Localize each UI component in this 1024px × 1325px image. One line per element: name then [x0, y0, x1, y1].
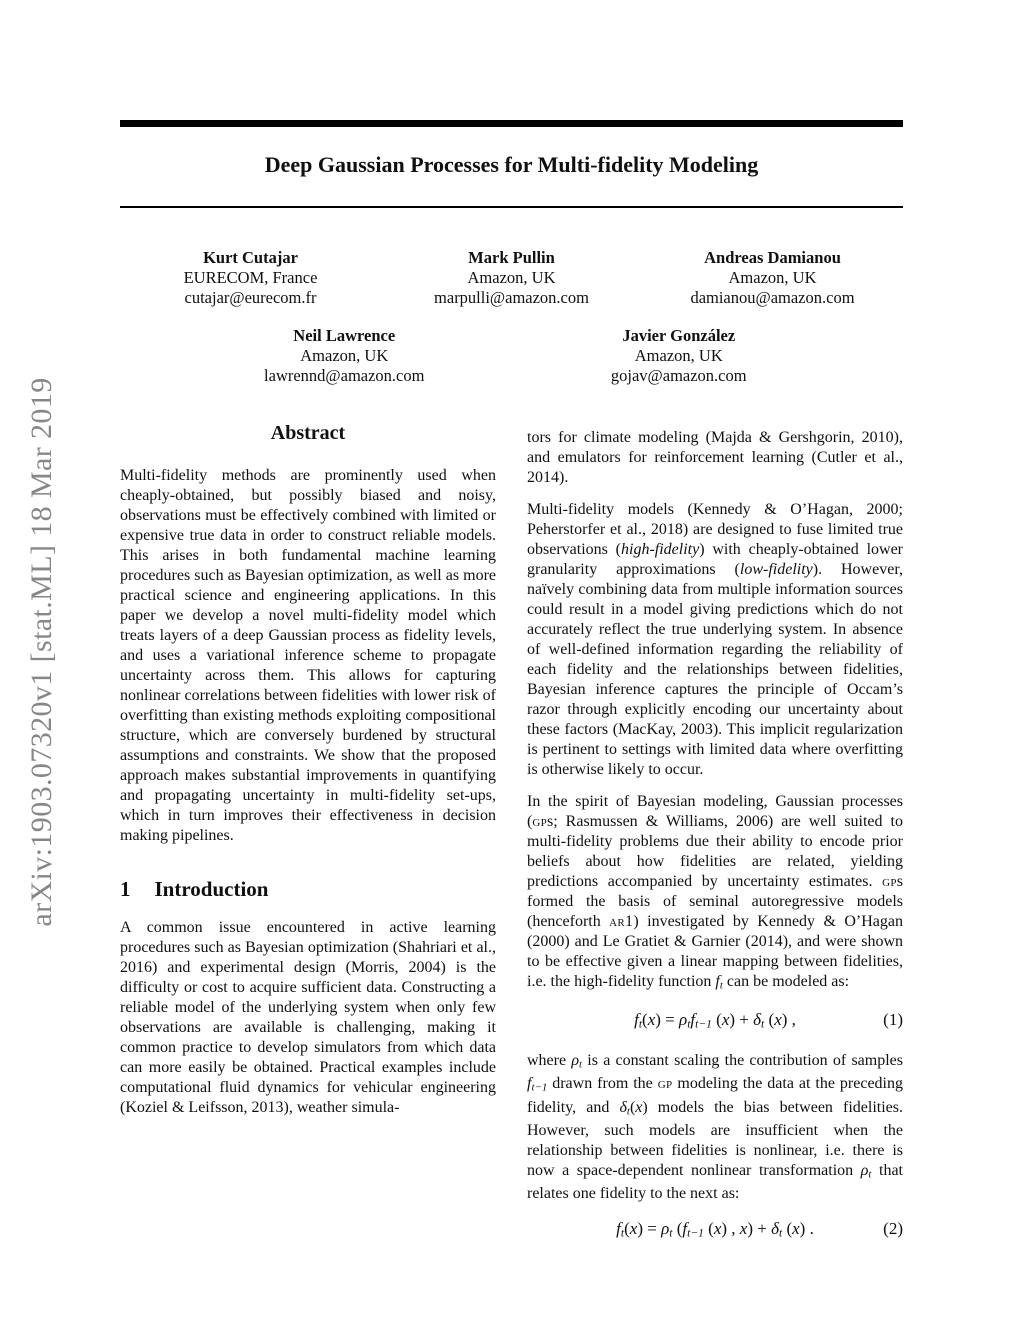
paper-title: Deep Gaussian Processes for Multi-fidelity Modeling: [264, 152, 759, 177]
body-paragraph: tors for climate modeling (Majda & Gershgorin, 2010), and emulators for reinforcement learning (Cutler et al., 2014).: [527, 429, 903, 486]
left-column: [120, 418, 496, 1130]
section-number: 1: [120, 877, 131, 901]
section-title: Introduction: [154, 877, 269, 901]
author-affiliation: Amazon, UK: [634, 346, 723, 365]
equation-body: ft(x) = ρtft−1 (x) + δt (x) ,: [634, 1010, 796, 1031]
author-email: marpulli@amazon.com: [434, 288, 589, 307]
intro-paragraph: A common issue encountered in active learning procedures such as Bayesian optimization (Shahriari et al., 2016) and experimental design (Morris, 2004) is the difficulty or cost to acquire sufficient data. Constructing a reliable model of the underlying system when only few observations are available is challenging, making it common practice to develop simulators from which data can more easily be obtained. Practical examples include computational fluid dynamics for vehicular engineering (Koziel & Leifsson, 2013), weather simula-: [120, 919, 496, 1116]
right-column: [527, 428, 903, 1260]
body-paragraph: In the spirit of Bayesian modeling, Gaussian processes (gps; Rasmussen & Williams, 2006) are well suited to multi-fidelity problems due their ability to encode prior beliefs about how fidelities are related, yielding predictions accompanied by uncertainty estimates. gps formed the basis of seminal autoregressive models (henceforth ar1) investigated by Kennedy & O’Hagan (2000) and Le Gratiet & Garnier (2014), and were shown to be effective given a linear mapping between fidelities, i.e. the high-fidelity function ft can be modeled as:: [527, 793, 904, 992]
author-block: [120, 248, 381, 308]
author-name: Kurt Cutajar: [203, 248, 298, 267]
author-affiliation: Amazon, UK: [467, 268, 556, 287]
author-name: Mark Pullin: [468, 248, 555, 267]
author-affiliation: EURECOM, France: [183, 268, 318, 287]
body-paragraph: Multi-fidelity models (Kennedy & O’Hagan, 2000; Peherstorfer et al., 2018) are designed to fuse limited true observations (high-fidelity) with cheaply-obtained lower granularity approximations (low-fidelity). However, naïvely combining data from multiple information sources could result in a model giving predictions which do not accurately reflect the true underlying system. In absence of well-defined information regarding the reliability of each fidelity and the relationships between fidelities, Bayesian inference captures the principle of Occam’s razor through explicitly encoding our uncertainty about these factors (MacKay, 2003). This implicit regularization is pertinent to settings with limited data where overfitting is otherwise likely to occur.: [527, 501, 904, 778]
arxiv-watermark: arXiv:1903.07320v1 [stat.ML] 18 Mar 2019: [25, 377, 58, 927]
authors-row-2: [120, 326, 903, 386]
title-rule-top: [120, 120, 903, 127]
author-name: Neil Lawrence: [293, 326, 396, 345]
author-email: gojav@amazon.com: [610, 366, 747, 385]
authors-row-1: [120, 248, 903, 308]
author-affiliation: Amazon, UK: [300, 346, 389, 365]
author-affiliation: Amazon, UK: [728, 268, 817, 287]
section-heading-introduction: [120, 879, 496, 899]
body-paragraph: where ρt is a constant scaling the contribution of samples ft−1 drawn from the gp modeling the data at the preceding fidelity, and δt(x) models the bias between fidelities. However, such models are insufficient when the relationship between fidelities is nonlinear, i.e. there is now a space-dependent nonlinear transformation ρt that relates one fidelity to the next as:: [527, 1051, 903, 1203]
equation-1: [527, 1007, 903, 1038]
author-email: damianou@amazon.com: [690, 288, 855, 307]
author-name: Andreas Damianou: [704, 248, 841, 267]
equation-number: (1): [883, 1010, 903, 1030]
title-rule-bottom: [120, 206, 903, 208]
author-email: cutajar@eurecom.fr: [184, 288, 317, 307]
abstract-text: Multi-fidelity methods are prominently used when cheaply-obtained, but possibly biased and noisy, observations must be effectively combined with limited or expensive true data in order to construct reliable models. This arises in both fundamental machine learning procedures such as Bayesian optimization, as well as more practical science and engineering applications. In this paper we develop a novel multi-fidelity model which treats layers of a deep Gaussian process as fidelity levels, and uses a variational inference scheme to propagate uncertainty across them. This allows for capturing nonlinear correlations between fidelities with lower risk of overfitting than existing methods exploiting compositional structure, which are conversely burdened by structural assumptions and constraints. We show that the proposed approach makes substantial improvements in quantifying and propagating uncertainty in multi-fidelity set-ups, which in turn improves their effectiveness in decision making pipelines.: [120, 467, 496, 844]
author-block: [642, 248, 903, 308]
equation-2: [527, 1216, 903, 1247]
author-block: [512, 326, 847, 386]
author-block: [381, 248, 642, 308]
author-block: [177, 326, 512, 386]
abstract-heading: Abstract: [270, 422, 346, 444]
author-email: lawrennd@amazon.com: [264, 366, 425, 385]
equation-body: ft(x) = ρt (ft−1 (x) , x) + δt (x) .: [616, 1219, 814, 1241]
equation-number: (2): [883, 1219, 903, 1239]
author-name: Javier González: [622, 326, 736, 345]
